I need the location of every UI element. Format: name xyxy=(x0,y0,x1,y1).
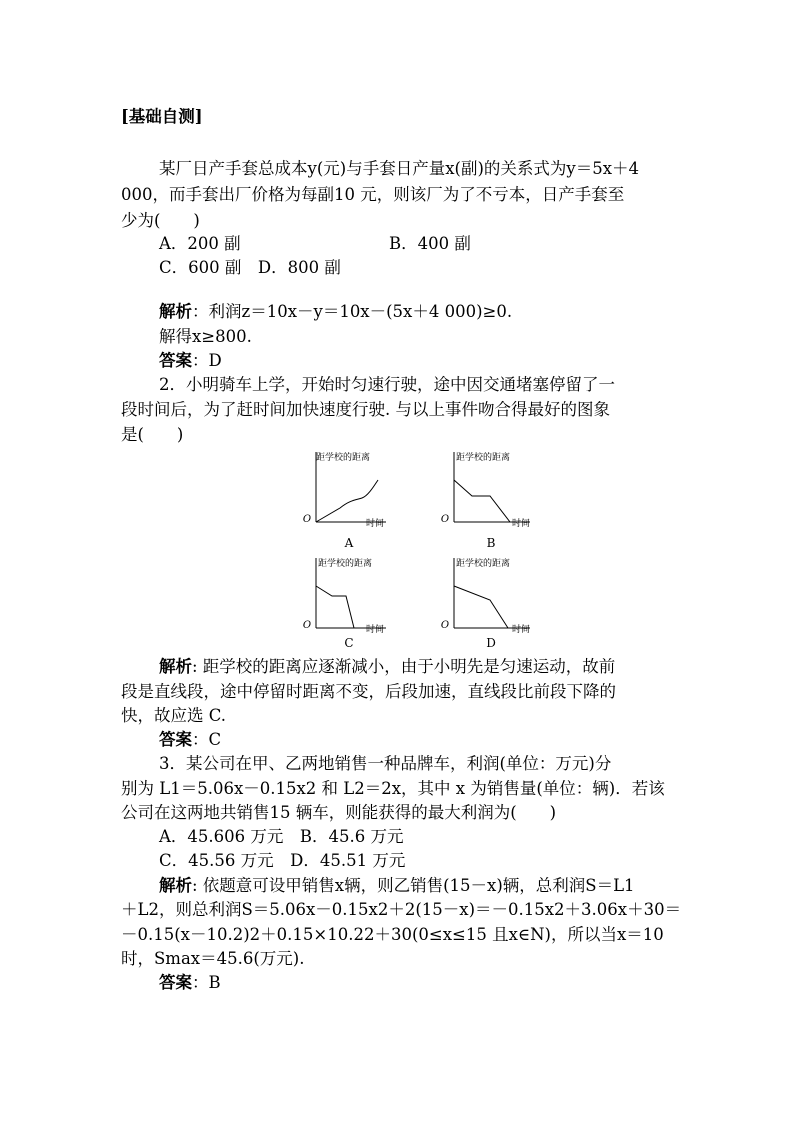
graph-d-x-label: 时间 xyxy=(511,625,530,635)
q2-analysis-line3: 快，故应选 C. xyxy=(121,706,227,725)
analysis-label: 解析 xyxy=(159,302,192,321)
answer-label: 答案 xyxy=(159,973,192,992)
q2-analysis-line2: 段是直线段，途中停留时距离不变，后段加速，直线段比前段下降的 xyxy=(121,682,616,701)
graph-c-origin: O xyxy=(302,620,312,631)
q1-option-a: A．200 副 xyxy=(159,234,241,253)
q1-answer xyxy=(159,350,222,372)
q2-answer xyxy=(159,729,221,751)
analysis-text: ：利润z＝10x－y＝10x－(5x＋4 000)≥0. xyxy=(192,302,513,321)
analysis-label: 解析 xyxy=(159,657,192,676)
section-title: [基础自测] xyxy=(121,107,203,126)
answer-label: 答案 xyxy=(159,730,192,749)
q1-stem-line3: 少为( ) xyxy=(121,211,200,230)
q1-option-cd: C．600 副 D．800 副 xyxy=(159,258,341,277)
analysis-label: 解析 xyxy=(159,876,192,895)
q2-analysis-line1 xyxy=(159,656,615,678)
answer-text: ：C xyxy=(192,730,222,749)
graph-d-y-label: 距学校的距离 xyxy=(456,559,511,569)
graph-b xyxy=(436,450,676,550)
graph-b-label: B xyxy=(486,536,496,550)
graph-c-x-label: 时间 xyxy=(365,625,384,635)
graph-d xyxy=(436,556,676,650)
q3-analysis-line2: ＋L2，则总利润S＝5.06x－0.15x2＋2(15－x)＝－0.15x2＋3.06x＋30＝ xyxy=(121,900,682,919)
graph-d-origin: O xyxy=(440,620,450,631)
q3-answer xyxy=(159,972,221,994)
analysis-text: : 距学校的距离应逐渐减小，由于小明先是匀速运动，故前 xyxy=(192,657,616,676)
q3-analysis-line1 xyxy=(159,875,635,897)
graph-a-y-label: 距学校的距离 xyxy=(316,453,371,463)
graph-a-origin: O xyxy=(302,514,312,525)
q2-stem-line3: 是( ) xyxy=(121,425,184,444)
q3-stem-line2: 别为 L1＝5.06x－0.15x2 和 L2＝2x，其中 x 为销售量(单位：辆)．若该 xyxy=(121,779,665,798)
q3-stem-line1: 3．某公司在甲、乙两地销售一种品牌车，利润(单位：万元)分 xyxy=(159,754,612,773)
q2-stem-line1: 2．小明骑车上学，开始时匀速行驶，途中因交通堵塞停留了一 xyxy=(159,375,615,394)
graph-b-y-label: 距学校的距离 xyxy=(456,453,511,463)
graph-b-x-label: 时间 xyxy=(511,519,530,529)
q3-analysis-line4: 时，Smax＝45.6(万元). xyxy=(121,949,305,968)
q3-analysis-line3: －0.15(x－10.2)2＋0.15×10.22＋30(0≤x≤15 且x∈N)，所以当x＝10 xyxy=(121,925,664,944)
q3-option-cd: C．45.56 万元 D．45.51 万元 xyxy=(159,851,406,870)
q1-stem-line2: 000，而手套出厂价格为每副10 元，则该厂为了不亏本，日产手套至 xyxy=(121,185,625,204)
graph-a-x-label: 时间 xyxy=(365,519,384,529)
answer-label: 答案 xyxy=(159,351,192,370)
answer-text: ：B xyxy=(192,973,221,992)
graph-c-y-label: 距学校的距离 xyxy=(318,559,373,569)
q1-analysis-line1 xyxy=(159,301,512,323)
q3-option-ab: A．45.606 万元 B．45.6 万元 xyxy=(159,827,404,846)
analysis-text: : 依题意可设甲销售x辆，则乙销售(15－x)辆，总利润S＝L1 xyxy=(192,876,635,895)
q1-analysis-line2: 解得x≥800. xyxy=(159,327,252,346)
graph-a-label: A xyxy=(344,536,354,550)
graph-d-label: D xyxy=(486,636,496,650)
graph-b-origin: O xyxy=(440,514,450,525)
q1-option-b: B．400 副 xyxy=(389,234,471,253)
q2-stem-line2: 段时间后，为了赶时间加快速度行驶. 与以上事件吻合得最好的图象 xyxy=(121,400,610,419)
q3-stem-line3: 公司在这两地共销售15 辆车，则能获得的最大利润为( ) xyxy=(121,803,557,822)
graph-c-label: C xyxy=(344,636,354,650)
answer-text: ：D xyxy=(192,351,222,370)
q1-stem-line1: 某厂日产手套总成本y(元)与手套日产量x(副)的关系式为y＝5x＋4 xyxy=(159,159,639,178)
